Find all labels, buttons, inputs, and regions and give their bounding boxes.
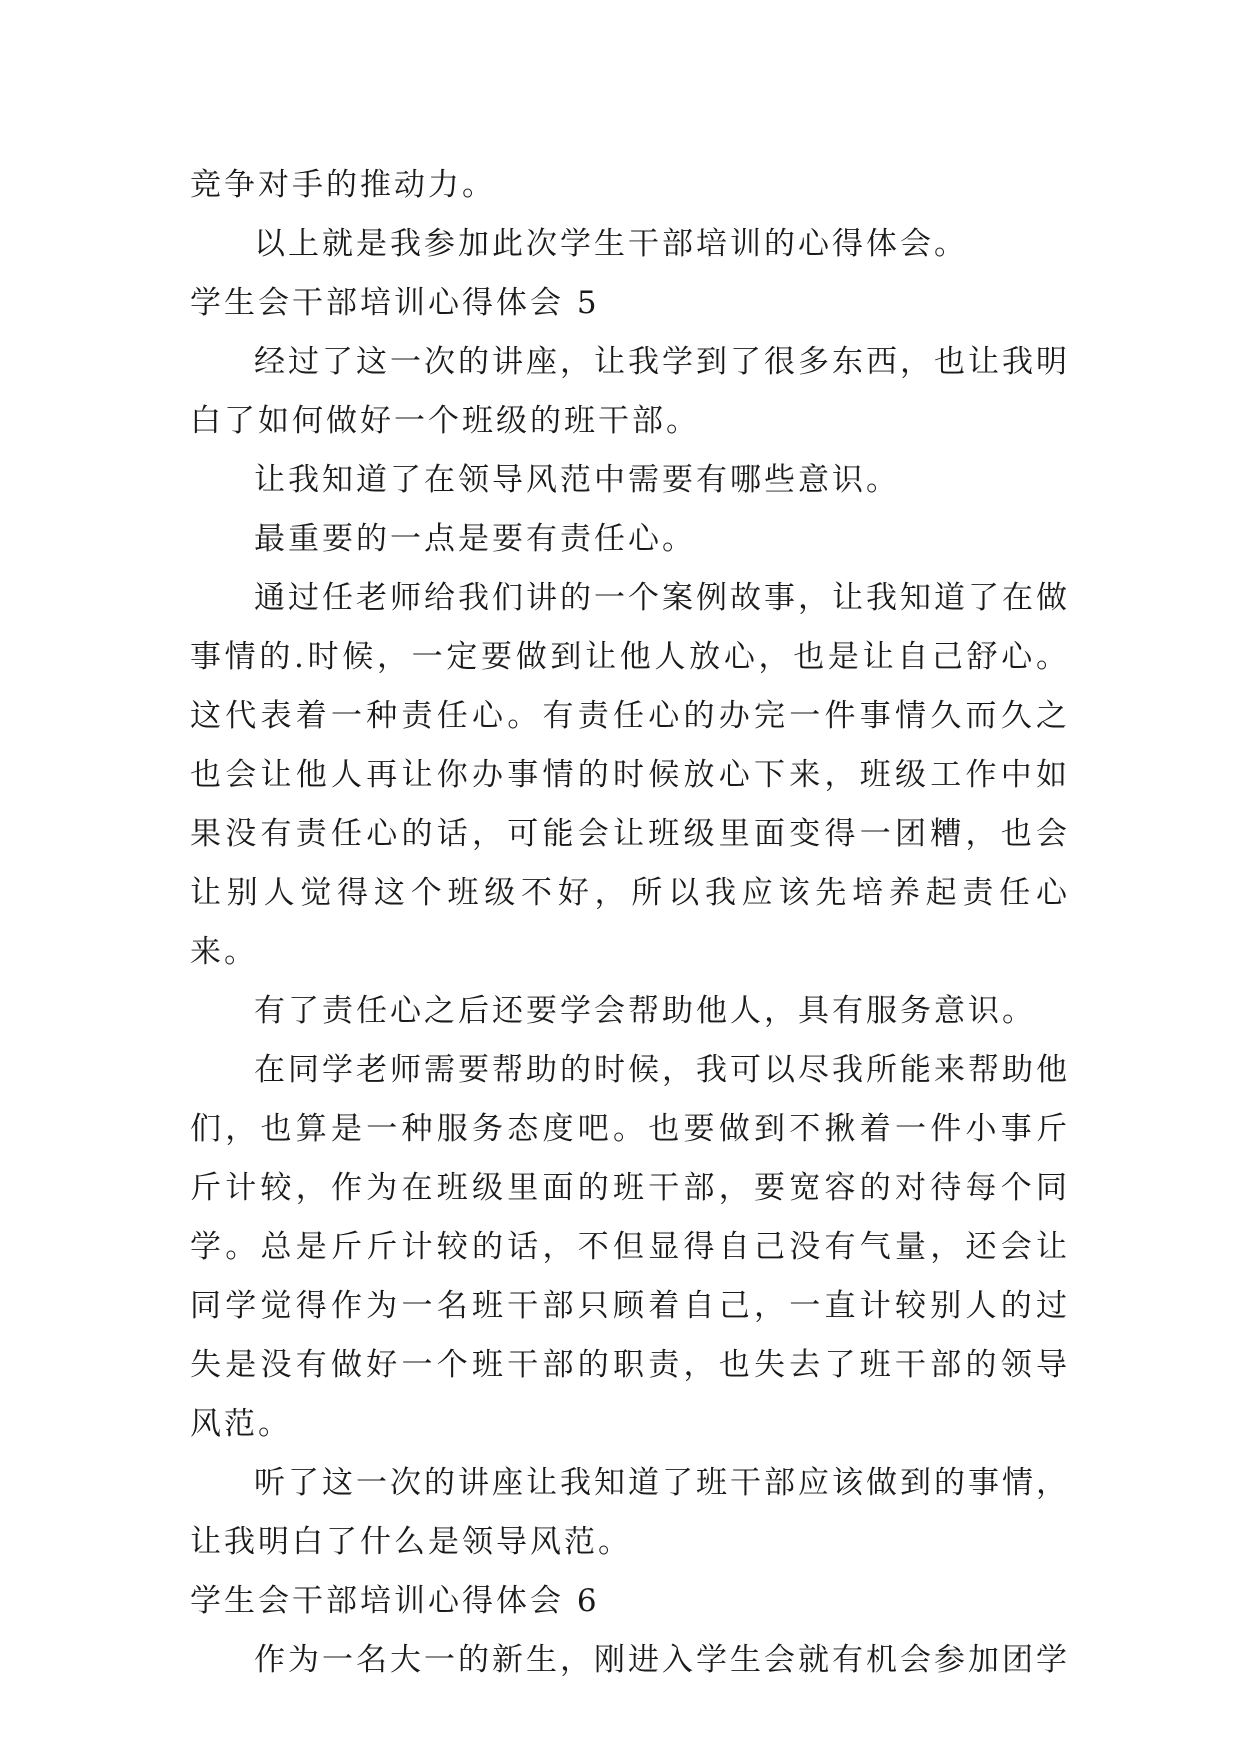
- paragraph: 作为一名大一的新生，刚进入学生会就有机会参加团学: [254, 1642, 1070, 1678]
- paragraph: 让我知道了在领导风范中需要有哪些意识。: [254, 462, 900, 498]
- paragraph: 最重要的一点是要有责任心。: [254, 521, 696, 557]
- paragraph: 有了责任心之后还要学会帮助他人，具有服务意识。: [254, 993, 1036, 1029]
- paragraph: 竞争对手的推动力。: [190, 167, 496, 203]
- paragraph: 经过了这一次的讲座，让我学到了很多东西，也让我明白了如何做好一个班级的班干部。: [190, 344, 1070, 439]
- paragraph: 通过任老师给我们讲的一个案例故事，让我知道了在做事情的.时候，一定要做到让他人放心，也是让自己舒心。这代表着一种责任心。有责任心的办完一件事情久而久之也会让他人再让你办事情的时候放心下来，班级工作中如果没有责任心的话，可能会让班级里面变得一团糟，也会让别人觉得这个班级不好，所以我应该先培养起责任心来。: [190, 580, 1070, 970]
- paragraph: 在同学老师需要帮助的时候，我可以尽我所能来帮助他们，也算是一种服务态度吧。也要做到不揪着一件小事斤斤计较，作为在班级里面的班干部，要宽容的对待每个同学。总是斤斤计较的话，不但显得自己没有气量，还会让同学觉得作为一名班干部只顾着自己，一直计较别人的过失是没有做好一个班干部的职责，也失去了班干部的领导风范。: [190, 1052, 1070, 1442]
- section-heading: 学生会干部培训心得体会 6: [190, 1583, 600, 1619]
- document-body: [190, 156, 1070, 1690]
- section-heading: 学生会干部培训心得体会 5: [190, 285, 600, 321]
- paragraph: 以上就是我参加此次学生干部培训的心得体会。: [254, 226, 968, 262]
- paragraph: 听了这一次的讲座让我知道了班干部应该做到的事情，让我明白了什么是领导风范。: [190, 1465, 1070, 1560]
